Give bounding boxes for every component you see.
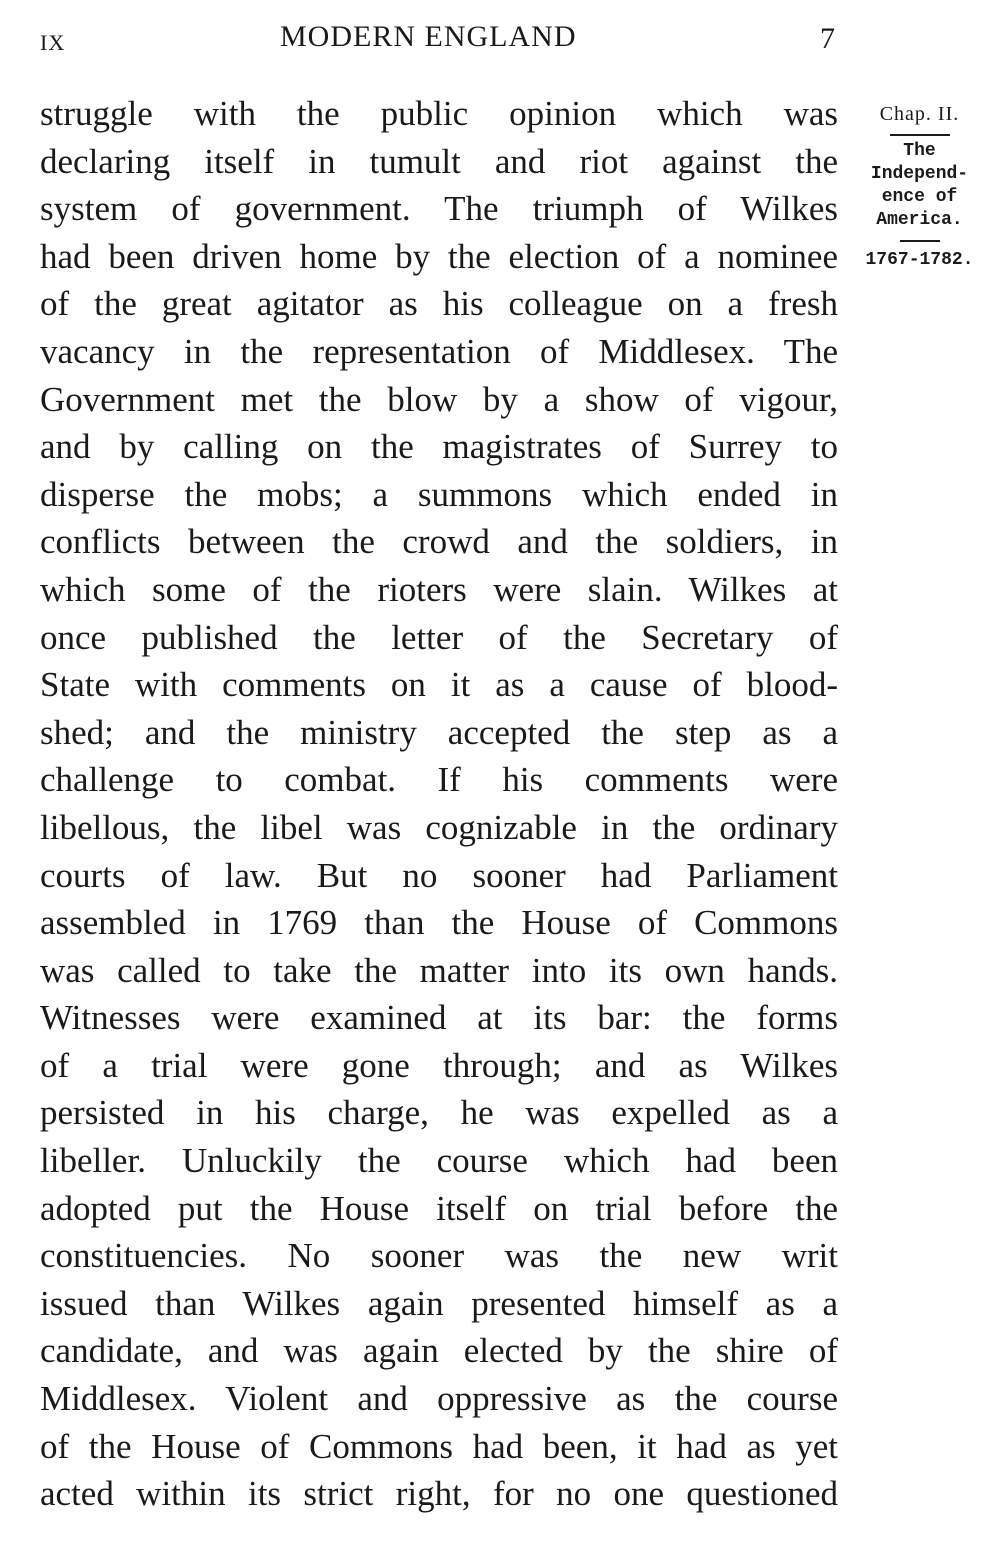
text-line: was called to take the matter into its own hands.	[40, 950, 838, 990]
text-line: vacancy in the representation of Middlesex. The	[40, 331, 838, 371]
chapter-numeral: IX	[40, 30, 66, 55]
text-line: of the great agitator as his colleague on a fresh	[40, 284, 838, 324]
text-line: struggle with the public opinion which was	[40, 94, 838, 133]
text-line: disperse the mobs; a summons which ended in	[40, 474, 838, 514]
text-line: persisted in his charge, he was expelled as a	[40, 1093, 838, 1133]
text-line: Government met the blow by a show of vigour,	[40, 379, 838, 419]
text-line: declaring itself in tumult and riot against the	[40, 141, 838, 181]
text-line: system of government. The triumph of Wilkes	[40, 189, 838, 229]
marginal-topic	[852, 140, 987, 232]
running-title: MODERN ENGLAND	[280, 20, 577, 53]
marginal-dates: 1767-1782.	[865, 250, 974, 270]
text-line: State with comments on it as a cause of blood-	[40, 665, 838, 705]
marginal-topic-line: The	[903, 141, 936, 161]
text-line: which some of the rioters were slain. Wilkes at	[40, 569, 838, 609]
marginal-note	[852, 100, 987, 272]
text-line: Witnesses were examined at its bar: the forms	[40, 998, 838, 1038]
text-line: candidate, and was again elected by the shire of	[40, 1331, 838, 1371]
text-line: adopted put the House itself on trial before the	[40, 1188, 838, 1228]
marginal-chapter: Chap. II.	[879, 103, 960, 125]
text-line: challenge to combat. If his comments were	[40, 760, 838, 800]
page-number: 7	[820, 22, 835, 55]
text-line: assembled in 1769 than the House of Commons	[40, 903, 838, 943]
marginal-topic-line: ence of	[881, 187, 958, 207]
text-line: conflicts between the crowd and the soldiers, in	[40, 522, 838, 562]
text-line: libellous, the libel was cognizable in the ordinary	[40, 807, 838, 847]
text-line: issued than Wilkes again presented himself as a	[40, 1283, 838, 1323]
text-line: Middlesex. Violent and oppressive as the course	[40, 1379, 838, 1419]
text-line: and by calling on the magistrates of Surrey to	[40, 427, 838, 467]
text-line: of the House of Commons had been, it had as yet	[40, 1426, 838, 1466]
text-line: acted within its strict right, for no one questioned	[40, 1474, 838, 1514]
marginal-topic-line: Independ-	[870, 164, 969, 184]
text-line: constituencies. No sooner was the new writ	[40, 1236, 838, 1276]
marginal-topic-line: America.	[876, 210, 963, 230]
text-line: of a trial were gone through; and as Wilkes	[40, 1045, 838, 1085]
text-line: once published the letter of the Secretary of	[40, 617, 838, 657]
body-text	[40, 90, 838, 1518]
running-header	[40, 18, 840, 58]
marginal-rule-bottom	[900, 240, 940, 242]
text-line: had been driven home by the election of a nominee	[40, 236, 838, 276]
marginal-rule-top	[890, 134, 950, 136]
text-line: libeller. Unluckily the course which had been	[40, 1141, 838, 1181]
text-line: shed; and the ministry accepted the step as a	[40, 712, 838, 752]
text-line: courts of law. But no sooner had Parliament	[40, 855, 838, 895]
